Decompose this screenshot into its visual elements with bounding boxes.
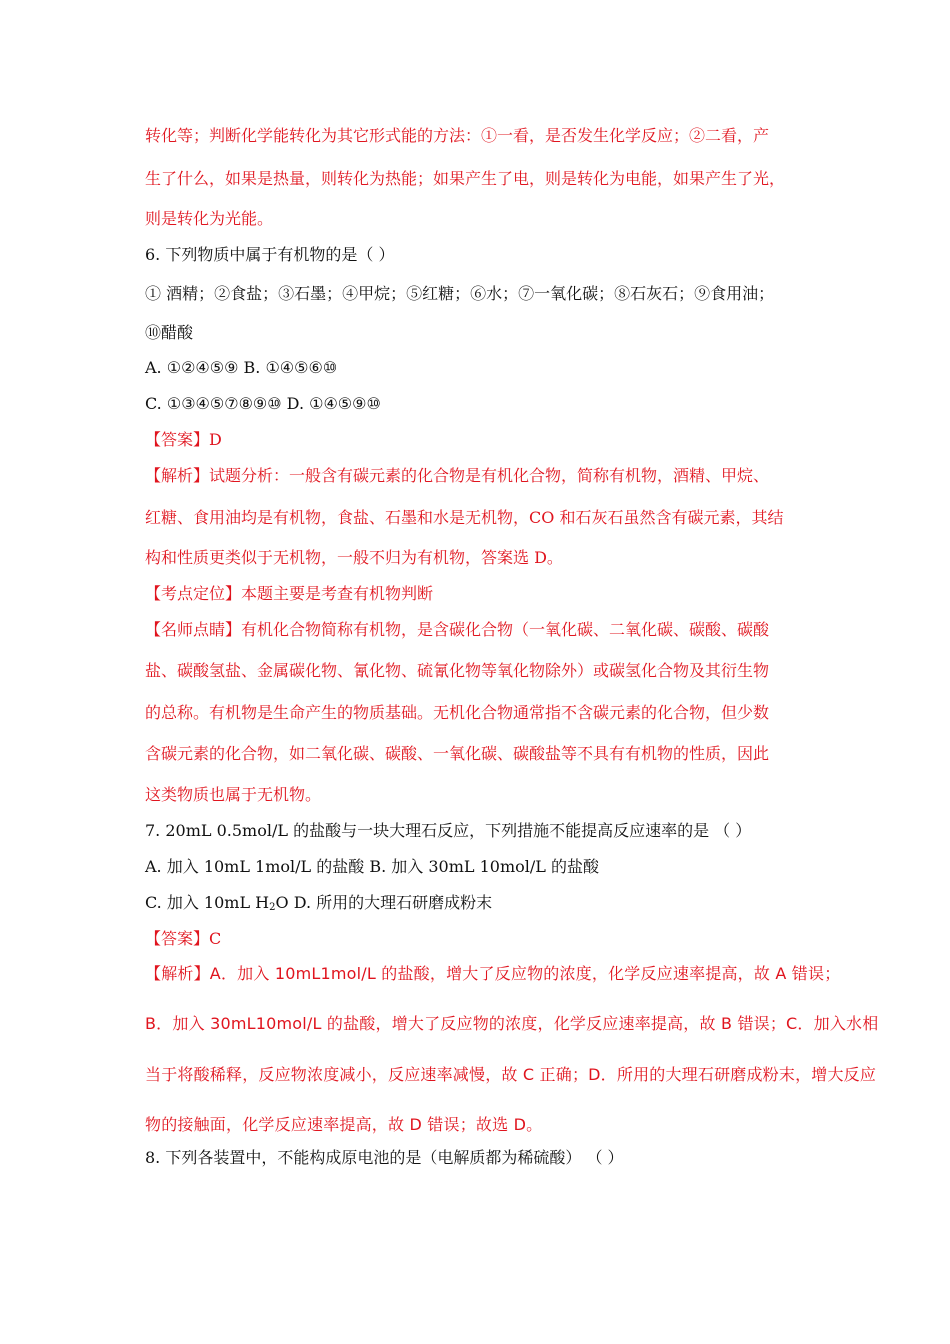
q6-items-line-2: ⑩醋酸 — [145, 323, 194, 342]
q6-items-line-1: ① 酒精；②食盐；③石墨；④甲烷；⑤红糖；⑥水；⑦一氧化碳；⑧石灰石；⑨食用油； — [145, 284, 775, 303]
q5-explanation-line-3: 则是转化为光能。 — [145, 209, 274, 228]
q7-option-c-suffix: O D. 所用的大理石研磨成粉末 — [275, 893, 493, 912]
q7-options-ab: A. 加入 10mL 1mol/L 的盐酸 B. 加入 30mL 10mol/L 的盐酸 — [145, 857, 599, 876]
q7-analysis-line-4: 物的接触面，化学反应速率提高，故 D 错误；故选 D。 — [145, 1115, 543, 1134]
q7-options-cd — [145, 893, 492, 918]
q7-stem: 7. 20mL 0.5mol/L 的盐酸与一块大理石反应，下列措施不能提高反应速率的是 （ ） — [145, 821, 752, 840]
q6-teacher-note-line-3: 的总称。有机物是生命产生的物质基础。无机化合物通常指不含碳元素的化合物，但少数 — [145, 703, 770, 722]
q6-analysis-line-3: 构和性质更类似于无机物，一般不归为有机物，答案选 D。 — [145, 548, 563, 567]
q7-analysis-line-3: 当于将酸稀释，反应物浓度减小，反应速率减慢，故 C 正确；D．所用的大理石研磨成粉末，增大反应 — [145, 1065, 877, 1084]
q7-answer: 【答案】C — [145, 929, 222, 948]
q6-options-ab: A. ①②④⑤⑨ B. ①④⑤⑥⑩ — [145, 358, 338, 377]
q6-exam-point: 【考点定位】本题主要是考查有机物判断 — [145, 584, 434, 603]
q6-analysis-line-1: 【解析】试题分析：一般含有碳元素的化合物是有机化合物，简称有机物，酒精、甲烷、 — [145, 466, 770, 485]
q6-answer: 【答案】D — [145, 430, 222, 449]
q5-explanation-line-2: 生了什么，如果是热量，则转化为热能；如果产生了电，则是转化为电能，如果产生了光， — [145, 169, 786, 188]
q6-teacher-note-line-4: 含碳元素的化合物，如二氧化碳、碳酸、一氧化碳、碳酸盐等不具有有机物的性质，因此 — [145, 744, 770, 763]
q6-teacher-note-line-5: 这类物质也属于无机物。 — [145, 785, 322, 804]
q6-teacher-note-line-1: 【名师点睛】有机化合物简称有机物，是含碳化合物（一氧化碳、二氧化碳、碳酸、碳酸 — [145, 620, 770, 639]
q6-analysis-line-2: 红糖、食用油均是有机物，食盐、石墨和水是无机物，CO 和石灰石虽然含有碳元素，其结 — [145, 508, 784, 527]
q6-stem: 6. 下列物质中属于有机物的是（ ） — [145, 245, 395, 264]
q7-option-c-subscript: 2 — [269, 902, 276, 913]
q7-option-c-prefix: C. 加入 10mL H — [145, 893, 270, 912]
q5-explanation-line-1: 转化等；判断化学能转化为其它形式能的方法：①一看，是否发生化学反应；②二看，产 — [145, 126, 770, 145]
q6-options-cd: C. ①③④⑤⑦⑧⑨⑩ D. ①④⑤⑨⑩ — [145, 394, 381, 413]
q8-stem: 8. 下列各装置中，不能构成原电池的是（电解质都为稀硫酸） （ ） — [145, 1148, 624, 1167]
q7-analysis-line-1: 【解析】A．加入 10mL1mol/L 的盐酸，增大了反应物的浓度，化学反应速率提高，故 A 错误； — [145, 964, 841, 983]
q6-teacher-note-line-2: 盐、碳酸氢盐、金属碳化物、氰化物、硫氰化物等氧化物除外）或碳氢化合物及其衍生物 — [145, 661, 770, 680]
q7-analysis-line-2: B．加入 30mL10mol/L 的盐酸，增大了反应物的浓度，化学反应速率提高，故 B 错误；C．加入水相 — [145, 1014, 879, 1033]
